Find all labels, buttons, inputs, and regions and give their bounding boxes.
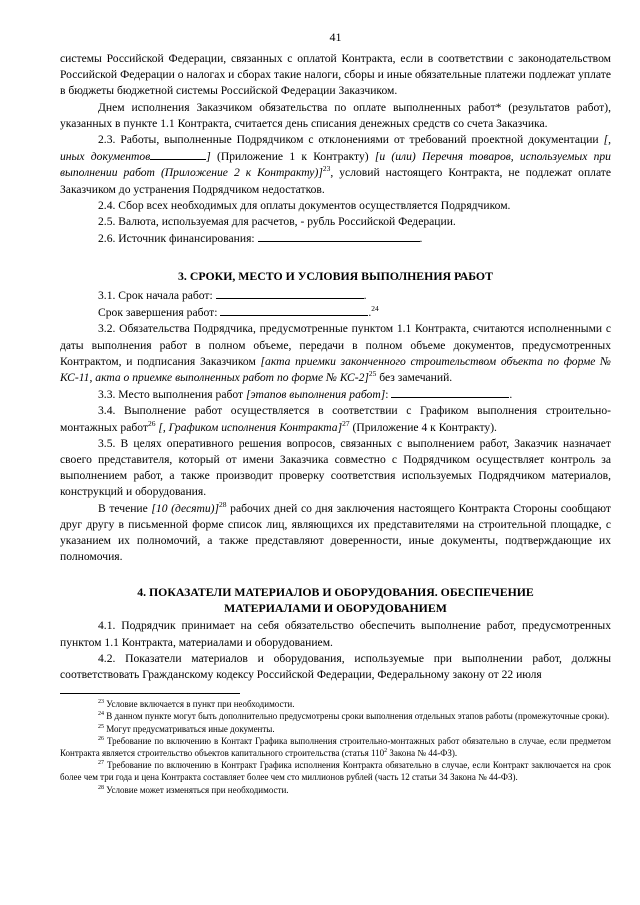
clause-3-6: В течение [10 (десяти)]$^{28}$ рабочих дней со дня заключения настоящего Контракта Стороны сообщают друг другу в письменной форме список лиц, являющихся их представителями на строительной площадке, с указанием их полномочий, а также представляют доверенности, иные документы, подтверждающие их полномочия.	[60, 499, 611, 564]
paragraph-payment-day: Днем исполнения Заказчиком обязательства по оплате выполненных работ* (результатов работ), указанных в пункте 1.1 Контракта, считается день списания денежных средств со счета Заказчика.	[60, 100, 611, 130]
paragraph-continuation: системы Российской Федерации, связанных с оплатой Контракта, если в соответствии с законодательством Российской Федерации о налогах и сборах такие налоги, сборы и иные обязательные платежи подлежат уплате в бюджеты бюджетной системы Российской Федерации Заказчиком.	[60, 52, 611, 98]
clause-2-6: 2.6. Источник финансирования: .	[98, 232, 423, 246]
clause-3-4: 3.4. Выполнение работ осуществляется в соответствии с Графиком выполнения строительно-монтажных работ$^{26}$ [, Графиком исполнения Контракта]$^{27}$ (Приложение 4 к Контракту).	[60, 404, 611, 434]
footnote-28: $^{28}$ Условие может изменяться при необходимости.	[98, 784, 289, 795]
clause-2-5: 2.5. Валюта, используемая для расчетов, - рубль Российской Федерации.	[98, 215, 456, 229]
footnote-24: $^{24}$ В данном пункте могут быть дополнительно предусмотрены сроки выполнения отдельных этапов работы (промежуточные сроки).	[98, 711, 610, 722]
work-place-blank	[391, 386, 509, 398]
document-page	[60, 30, 611, 796]
clause-3-2: 3.2. Обязательства Подрядчика, предусмотренные пунктом 1.1 Контракта, считаются исполненными с даты выполнения работ в полном объеме, передачи в полном объеме документов, предусмотренных Контрактом, и подписания Заказчиком [акта приемки законченного строительством объекта по форме № КС-11, акта о приемке выполненных работ по форме № КС-2]$^{25}$ без замечаний.	[60, 322, 611, 384]
clause-4-1: 4.1. Подрядчик принимает на себя обязательство обеспечить выполнение работ, предусмотренных пунктом 1.1 Контракта, материалами и оборудованием.	[60, 619, 611, 649]
clause-2-4: 2.4. Сбор всех необходимых для оплаты документов осуществляется Подрядчиком.	[98, 198, 511, 212]
start-date-blank	[216, 287, 364, 299]
clause-3-1-start: 3.1. Срок начала работ: .	[98, 288, 367, 302]
section-3-heading: 3. СРОКИ, МЕСТО И УСЛОВИЯ ВЫПОЛНЕНИЯ РАБОТ	[178, 269, 493, 284]
page-number: 41	[329, 30, 342, 44]
clause-3-5: 3.5. В целях оперативного решения вопросов, связанных с выполнением работ, Заказчик назначает своего представителя, который от имени Заказчика совместно с Подрядчиком осуществляет контроль за выполнением работ, а также производит проверку соответствия используемых Подрядчиком материалов, конструкций и оборудования.	[60, 436, 611, 499]
footnote-separator	[60, 693, 240, 694]
footnote-27: $^{27}$ Требование по включению в Контракт Графика исполнения Контракта обязательно в случае, если Контракт заключается на срок более чем три года и цена Контракта составляет более чем сто миллионов рублей (часть 12 статьи 34 Закона № 44-ФЗ).	[60, 760, 611, 783]
clause-3-1-end: Срок завершения работ: .$^{24}$	[98, 304, 379, 320]
end-date-blank	[220, 304, 368, 316]
section-4-heading: 4. ПОКАЗАТЕЛИ МАТЕРИАЛОВ И ОБОРУДОВАНИЯ. ОБЕСПЕЧЕНИЕ МАТЕРИАЛАМИ И ОБОРУДОВАНИЕМ	[137, 585, 534, 615]
footnote-26: $^{26}$ Требование по включению в Контакт Графика выполнения строительно-монтажных работ обязательно в случае, если предметом Контракта является строительство объектов капитального строительства (статья $110^2$ Закона № 44-ФЗ).	[60, 735, 611, 759]
clause-4-2: 4.2. Показатели материалов и оборудования, используемые при выполнении работ, должны соответствовать Гражданскому кодексу Российской Федерации, Федеральному закону от 22 июля	[60, 651, 611, 681]
clause-2-3: 2.3. Работы, выполненные Подрядчиком с отклонениями от требований проектной документации [, иных документов ] (Приложение 1 к Контракту) [и (или) Перечня товаров, используемых при выполнении работ (Приложение 2 к Контракту)]$^{23}$, условий настоящего Контракта, не подлежат оплате Заказчиком до устранения Подрядчиком недостатков.	[60, 133, 611, 196]
footnote-23: $^{23}$ Условие включается в пункт при необходимости.	[98, 699, 295, 710]
financing-source-blank	[258, 230, 420, 242]
clause-3-3: 3.3. Место выполнения работ [этапов выполнения работ]: .	[98, 388, 513, 402]
footnote-25: $^{25}$ Могут предусматриваться иные документы.	[98, 723, 275, 734]
